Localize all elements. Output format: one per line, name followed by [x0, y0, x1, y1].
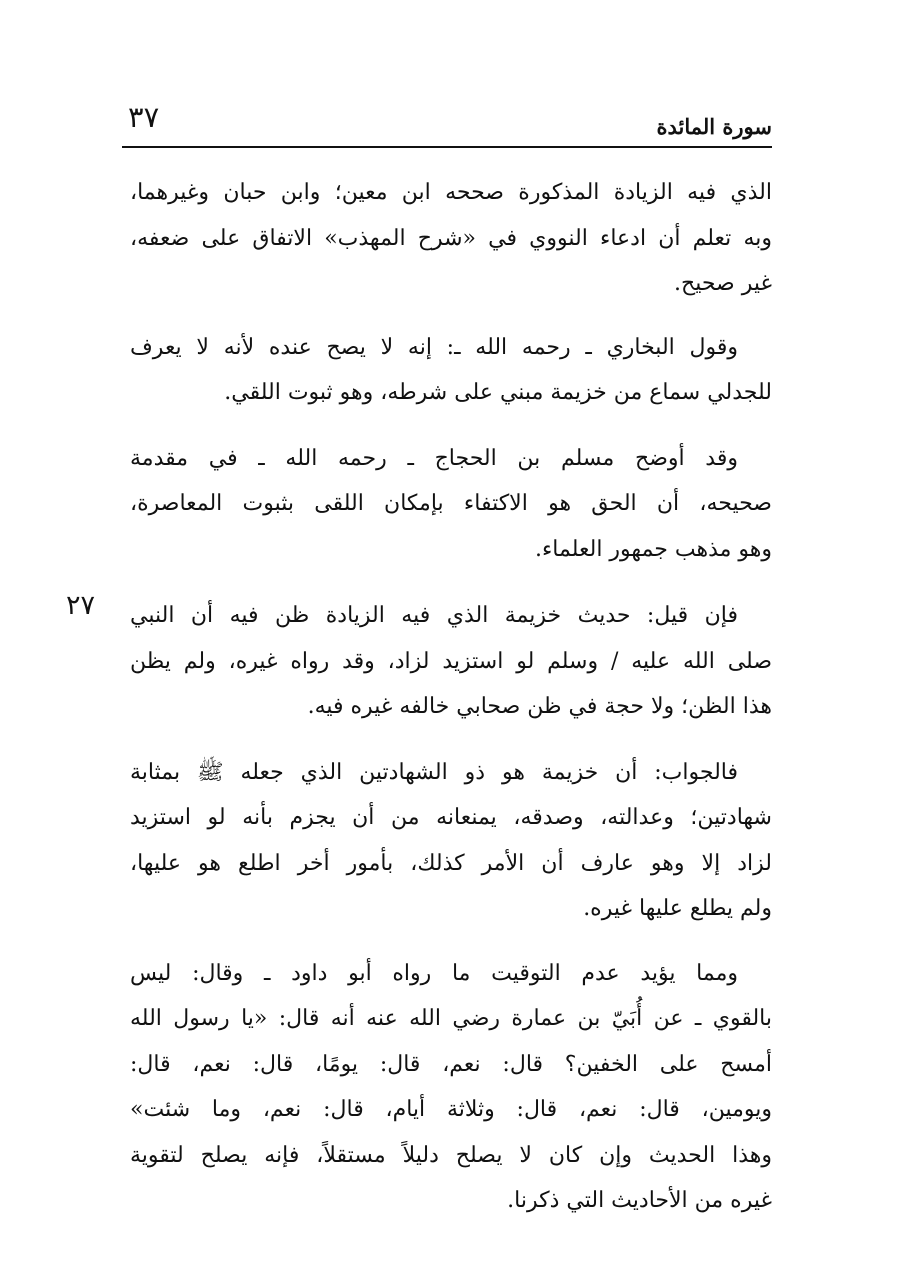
paragraph: [130, 951, 772, 1224]
margin-reference-number: ٢٧: [66, 590, 96, 621]
text-line: ولم يطلع عليها غيره.: [583, 896, 772, 921]
text-line: شهادتين؛ وعدالته، وصدقه، يمنعانه من أن يجزم بأنه لو استزيد: [130, 805, 772, 830]
body-text: [130, 170, 772, 1224]
text-line: غيره من الأحاديث التي ذكرنا.: [507, 1188, 772, 1213]
paragraph: [130, 593, 772, 730]
text-line: وهو مذهب جمهور العلماء.: [534, 536, 772, 562]
text-line: هذا الظن؛ ولا حجة في ظن صحابي خالفه غيره فيه.: [307, 694, 772, 719]
text-line: الذي فيه الزيادة المذكورة صححه ابن معين؛ وابن حبان وغيرهما،: [130, 180, 772, 205]
running-title: سورة المائدة: [656, 114, 772, 139]
page-number: ٣٧: [128, 100, 160, 134]
text-line: فالجواب: أن خزيمة هو ذو الشهادتين الذي جعله ﷺ بمثابة: [130, 759, 738, 785]
text-line: أمسح على الخفين؟ قال: نعم، قال: يومًا، قال: نعم، قال:: [130, 1051, 772, 1077]
text-line: وقد أوضح مسلم بن الحجاج ـ رحمه الله ـ في مقدمة: [130, 445, 738, 471]
text-line: غير صحيح.: [674, 271, 772, 296]
paragraph: [130, 436, 772, 573]
page-header: [122, 98, 772, 148]
text-line: ويومين، قال: نعم، قال: وثلاثة أيام، قال: نعم، وما شئت»: [130, 1097, 772, 1122]
text-line: وقول البخاري ـ رحمه الله ـ: إنه لا يصح عنده لأنه لا يعرف: [130, 334, 738, 360]
text-line: وهذا الحديث وإن كان لا يصلح دليلاً مستقلاً، فإنه يصلح لتقوية: [130, 1142, 772, 1168]
paragraph: [130, 170, 772, 307]
text-line: وبه تعلم أن ادعاء النووي في «شرح المهذب» الاتفاق على ضعفه،: [130, 225, 772, 251]
text-line: للجدلي سماع من خزيمة مبني على شرطه، وهو ثبوت اللقي.: [224, 380, 772, 405]
paragraph: [130, 325, 772, 416]
text-line: صحيحه، أن الحق هو الاكتفاء بإمكان اللقى بثبوت المعاصرة،: [130, 491, 772, 516]
text-line: فإن قيل: حديث خزيمة الذي فيه الزيادة ظن فيه أن النبي: [130, 603, 738, 628]
text-line: صلى الله عليه / وسلم لو استزيد لزاد، وقد رواه غيره، ولم يظن: [130, 648, 772, 674]
text-line: بالقوي ـ عن أُبَيّ بن عمارة رضي الله عنه أنه قال: «يا رسول الله: [130, 1006, 772, 1031]
text-line: لزاد إلا وهو عارف أن الأمر كذلك، بأمور أخر اطلع هو عليها،: [130, 850, 772, 876]
text-line: ومما يؤيد عدم التوقيت ما رواه أبو داود ـ وقال: ليس: [130, 960, 738, 986]
paragraph: [130, 750, 772, 932]
